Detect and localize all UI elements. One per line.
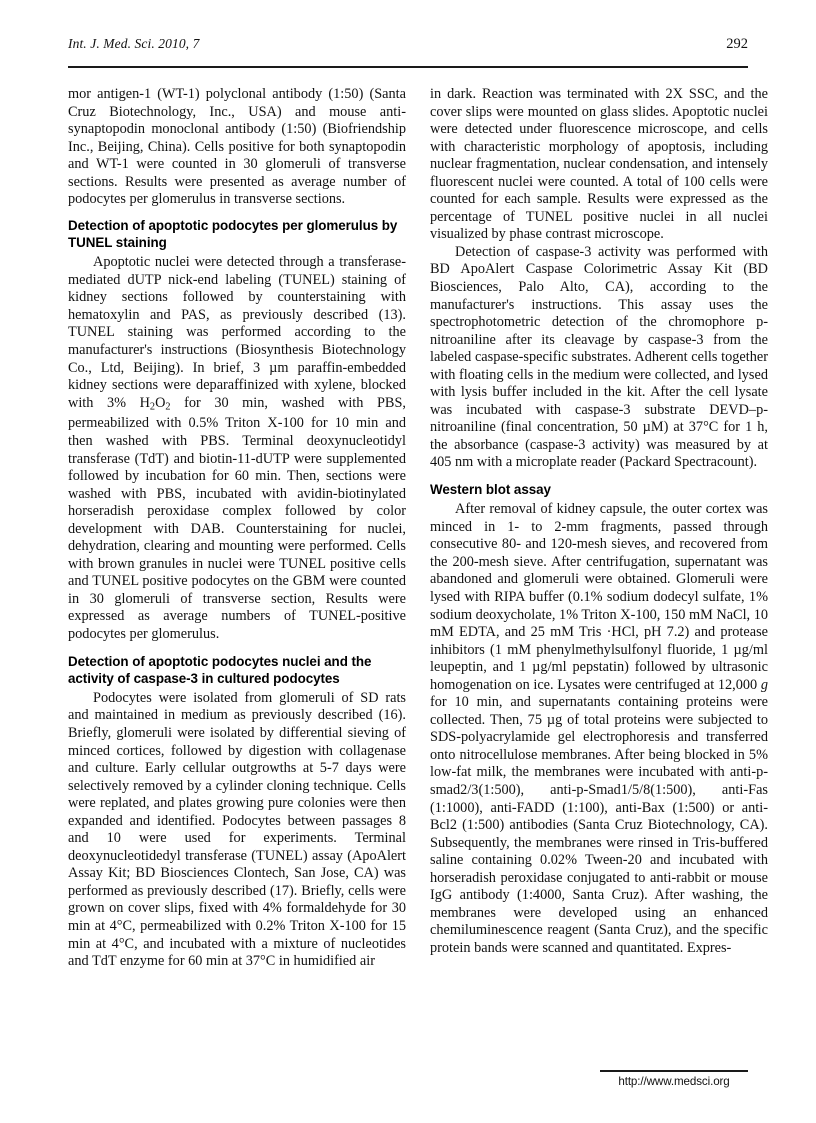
tunel-text-part-3: for 30 min, washed with PBS, permeabilized with 0.5% Triton X-100 for 10 min and then washed with PBS. Terminal deoxynucleotidyl transferase (TdT) and biotin-11-dUTP were supplemented followed by incubation for 60 min. Then, sections were washed with PBS, incubated with avidin-biotinylated horseradish peroxidase complex followed by color development with DAB. Counterstaining for nuclei, dehydration, clearing and mounting were performed. Cells with brown granules in nuclei were TUNEL positive cells and TUNEL positive podocytes on the GBM were counted in 30 glomeruli of transverse section, Results were expressed as average numbers of TUNEL-positive podocytes per glomerulus. bbox=[68, 394, 406, 642]
tunel-text-part-2: O bbox=[155, 394, 166, 411]
right-column bbox=[430, 86, 768, 971]
header-rule bbox=[68, 66, 748, 68]
paragraph-wt1-antibody: mor antigen-1 (WT-1) polyclonal antibody (1:50) (Santa Cruz Biotechnology, Inc., USA) and mouse anti-synaptopodin monoclonal antibody (1:50) (Biofriendship Inc., Beijing, China). Cells positive for both synaptopodin and WT-1 were counted in 30 glomeruli of transverse sections. Results were presented as average number of podocytes per glomerulus in transverse sections. bbox=[68, 86, 406, 208]
paragraph-tunel-method-1 bbox=[68, 254, 406, 643]
paragraph-tunel-continued: in dark. Reaction was terminated with 2X SSC, and the cover slips were mounted on glass slides. Apoptotic nuclei were detected under fluorescence microscope, and cells with characteristic morphology of apoptosis, including nuclear fragmentation, nuclear condensation, and intensely fluorescent nuclei were counted. A total of 100 cells were counted for each sample. Results were expressed as the percentage of TUNEL positive nuclei in all nuclei visualized by phase contrast microscope. bbox=[430, 86, 768, 243]
h2o2-subscript-first: 2 bbox=[149, 400, 156, 412]
running-head bbox=[68, 36, 748, 58]
paragraph-western-blot-method bbox=[430, 501, 768, 957]
tunel-text-part-1: Apoptotic nuclei were detected through a transferase-mediated dUTP nick-end labeling (TUNEL) staining of kidney sections followed by counterstaining with hematoxylin and PAS, as previously described (13). TUNEL staining was performed according to the manufacturer's instructions (Biosynthesis Biotechnology Co., Ltd, Beijing). In brief, 3 µm paraffin-embedded kidney sections were deparaffinized with xylene, blocked with 3% H bbox=[68, 254, 406, 411]
western-text-part-2: for 10 min, and supernatants containing proteins were collected. Then, 75 µg of total proteins were subjected to SDS-polyacrylamide gel electrophoresis and transferred onto nitrocellulose membranes. After being blocked in 5% low-fat milk, the membranes were incubated with anti-p-smad2/3(1:500), anti-p-Smad1/5/8(1:500), anti-Fas (1:1000), anti-FADD (1:100), anti-Bax (1:500) or anti-Bcl2 (1:500) antibodies (Santa Cruz Biotechnology, CA). Subsequently, the membranes were rinsed in Tris-buffered saline containing 0.02% Tween-20 and incubated with horseradish peroxidase conjugated to anti-rabbit or mouse IgG antibody (1:4000, Santa Cruz). After washing, the membranes were developed using an enhanced chemiluminescence reagent (Santa Cruz), and the specific protein bands were scanned and quantitated. Expres- bbox=[430, 694, 768, 956]
western-text-part-1: After removal of kidney capsule, the outer cortex was minced in 1- to 2-mm fragments, passed through consecutive 80- and 120-mesh sieves, and recovered from the 200-mesh sieve. After centrifugation, supernatant was abandoned and glomeruli were obtained. Glomeruli were lysed with RIPA buffer (0.1% sodium dodecyl sulfate, 1% sodium deoxycholate, 1% Triton X-100, 150 mM NaCl, 10 mM EDTA, and 25 mM Tris ·HCl, pH 7.2) and protease inhibitors (1 mM phenylmethylsulfonyl fluoride, 1 µg/ml leupeptin, and 1 µg/ml pepstatin) followed by ultrasonic homogenation on ice. Lysates were centrifuged at 12,000 bbox=[430, 501, 768, 693]
left-column bbox=[68, 86, 406, 971]
two-column-body bbox=[68, 86, 768, 971]
footer-rule bbox=[600, 1070, 748, 1072]
heading-caspase3-cultured-podocytes: Detection of apoptotic podocytes nuclei and the activity of caspase-3 in cultured podocytes bbox=[68, 653, 372, 686]
journal-url[interactable]: http://www.medsci.org bbox=[618, 1075, 730, 1088]
paragraph-podocyte-isolation: Podocytes were isolated from glomeruli of SD rats and maintained in medium as previously described (16). Briefly, glomeruli were isolated by differential sieving of minced cortices, followed by digestion with collagenase and culture. Early cellular outgrowths at 5-7 days were selectively removed by a cylinder cloning technique. Cells were replated, and plates growing pure colonies were then expanded and identified. Podocytes between passages 8 and 10 were used for experiments. Terminal deoxynucleotidedyl transferase (TUNEL) assay (ApoAlert Assay Kit; BD Biosciences Clontech, San Jose, CA) was performed as previously described (17). Briefly, cells were grown on cover slips, fixed with 4% formaldehyde for 30 min at 4°C, permeabilized with 0.2% Triton X-100 for 15 min at 4°C, and incubated with a mixture of nucleotides and TdT enzyme for 60 min at 37°C in humidified air bbox=[68, 689, 406, 970]
paragraph-caspase3-activity: Detection of caspase-3 activity was performed with BD ApoAlert Caspase Colorimetric Assay Kit (BD Biosciences, Palo Alto, CA), according to the manufacturer's instructions. This assay uses the spectrophotometric detection of the chromophore p-nitroaniline after its cleavage by caspase-3 from the labeled caspase-specific substrates. Adherent cells together with floating cells in the medium were collected, and lysed with lysis buffer included in the kit. After the cell lysate was incubated with caspase-3 substrate DEVD–p-nitroaniline (final concentration, 50 µM) at 37°C for 1 h, the absorbance (caspase-3 activity) was measured by at 405 nm with a microplate reader (Packard Spectracount). bbox=[430, 243, 768, 471]
heading-tunel-staining: Detection of apoptotic podocytes per glomerulus by TUNEL staining bbox=[68, 217, 398, 251]
h2o2-subscript-second: 2 bbox=[165, 400, 171, 412]
page-number: 292 bbox=[726, 36, 748, 52]
heading-western-blot-assay: Western blot assay bbox=[430, 482, 551, 498]
journal-citation: Int. J. Med. Sci. 2010, 7 bbox=[68, 36, 200, 51]
g-force-italic: g bbox=[760, 676, 768, 693]
page-footer bbox=[600, 1070, 748, 1088]
